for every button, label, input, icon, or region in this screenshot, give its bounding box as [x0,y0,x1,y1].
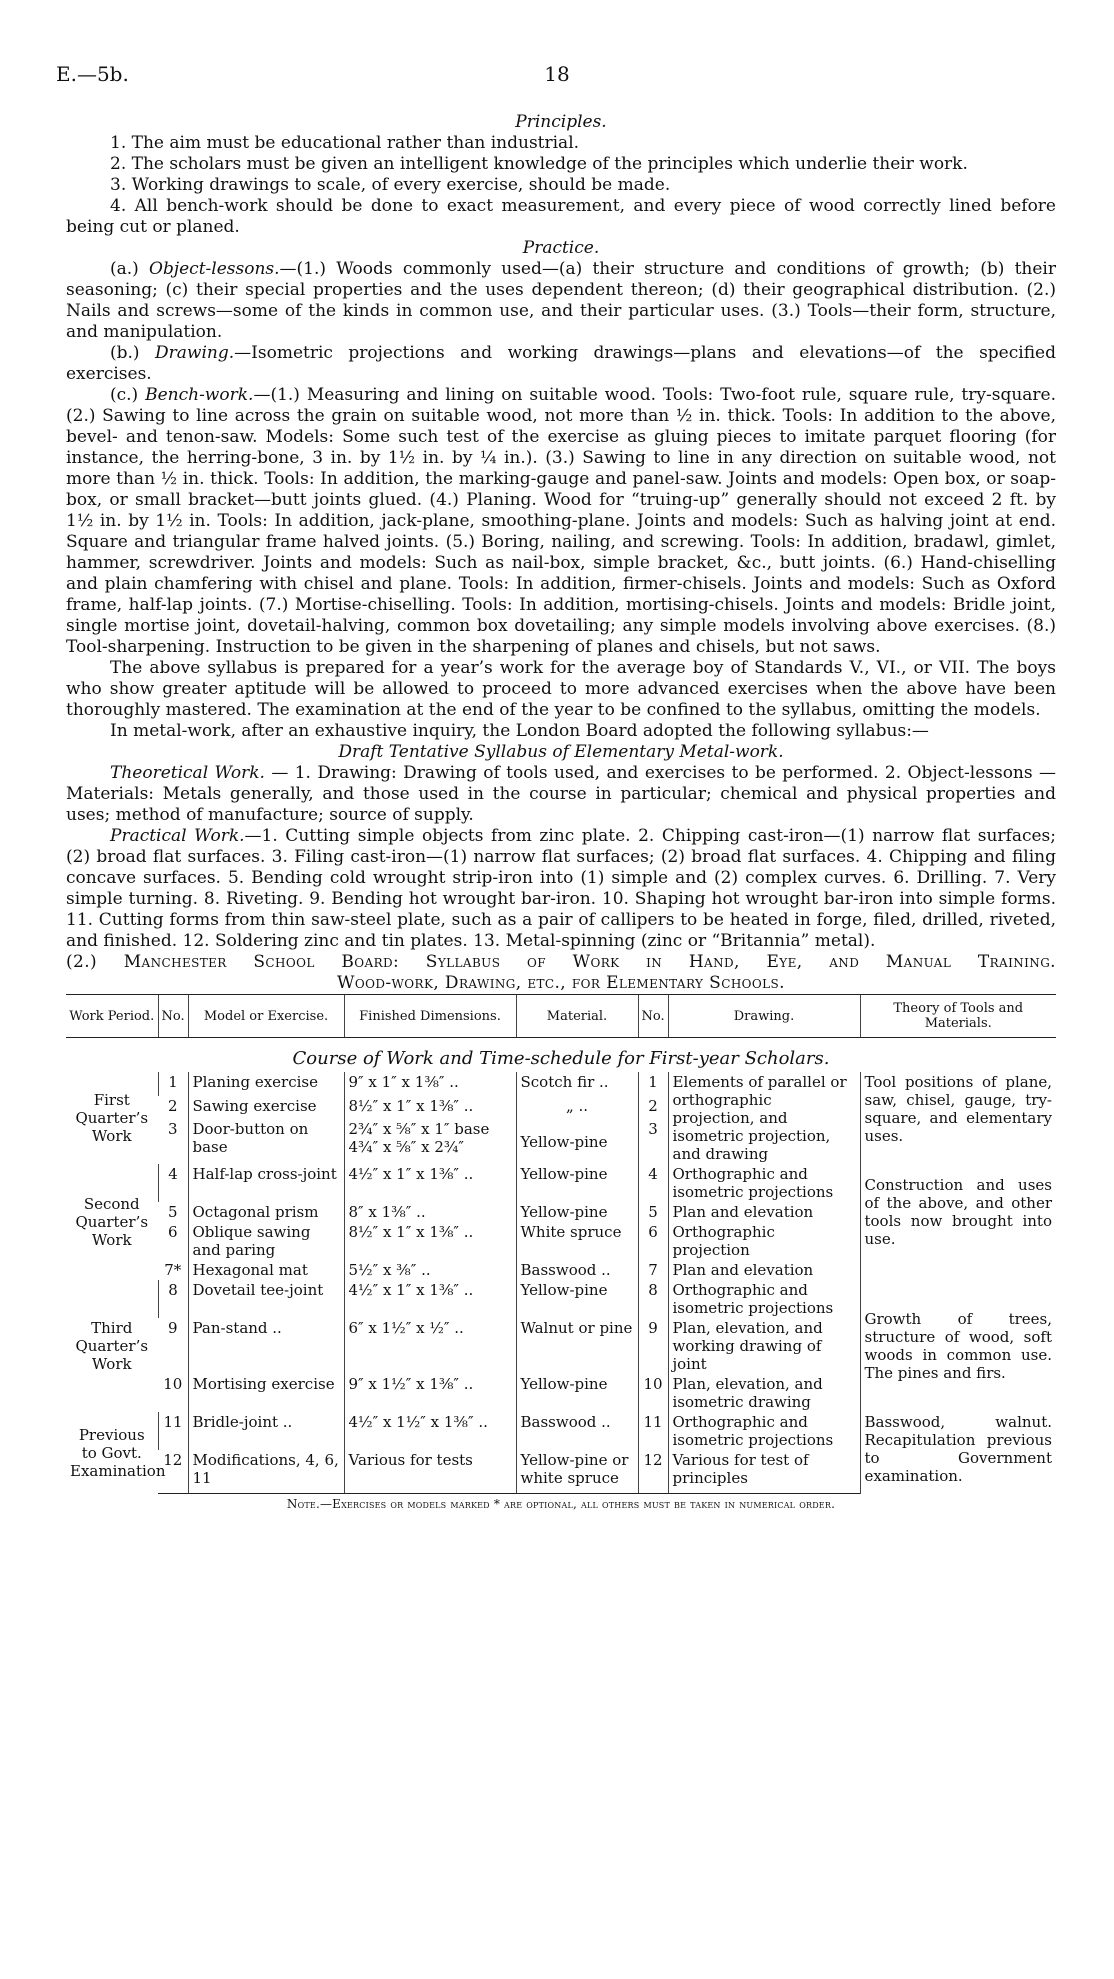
theory-description: Growth of trees, structure of wood, soft woods in common use. The pines and firs. [860,1280,1056,1412]
model-name: Octagonal prism [188,1202,344,1222]
drawing-description: Orthographic and isometric projections [668,1164,860,1202]
theoretical-work-text: — 1. Drawing: Drawing of tools used, and exercises to be performed. 2. Object-lessons — Materials: Metals generally, and those used in the course in particular; chemical and physical properties and uses; method of manufacture; source of supply. [66,763,1056,825]
dimensions: 6″ x 1½″ x ½″ .. [344,1318,516,1374]
object-lessons-text: —(1.) Woods commonly used—(a) their structure and conditions of growth; (b) their seasoning; (c) their special properties and the uses dependent thereon; (d) their geographical distribution. (2.) Nails and screws—some of the kinds in common use, and their particular uses. (3.) Tools—their form, structure, and manipulation. [66,259,1056,342]
table-row [66,1260,1056,1280]
exercise-number: 11 [158,1412,188,1450]
material: Yellow-pine or white spruce [516,1450,638,1494]
course-title: Course of Work and Time-schedule for First-year Scholars. [292,1048,830,1069]
course-title-row [66,1038,1056,1073]
dimensions: 8½″ x 1″ x 1⅜″ .. [344,1096,516,1120]
exercise-number: 6 [167,1223,178,1241]
column-header: Material. [516,995,638,1038]
model-name: Planing exercise [188,1072,344,1096]
work-period: Third Quarter’s Work [75,1319,149,1373]
theory-description [860,1260,1056,1280]
bench-work-title: Bench-work. [145,385,254,405]
section-label: (b.) [110,343,156,363]
dimensions: 4½″ x 1″ x 1⅜″ .. [344,1280,516,1318]
dimensions: 9″ x 1½″ x 1⅜″ .. [344,1374,516,1412]
work-period: First Quarter’s Work [75,1091,149,1145]
drawing-description: Elements of parallel or orthographic projection, and isometric projection, and drawing [668,1072,860,1164]
exercise-number: 1 [158,1072,188,1096]
column-header: Model or Exercise. [188,995,344,1038]
report-reference: E.—5b. [56,62,129,86]
theoretical-work-paragraph [66,763,1056,826]
exercise-number: 5 [167,1203,178,1221]
exercise-number: 9 [167,1319,178,1337]
table-row [66,1280,1056,1318]
drawing-description: Orthographic and isometric projections [668,1412,860,1450]
drawing-description: Orthographic projection [668,1222,860,1260]
exercise-number: 10 [163,1375,183,1393]
drawing-number: 1 [638,1072,668,1096]
theory-description: Tool positions of plane, saw, chisel, gauge, try-square, and elementary uses. [860,1072,1056,1164]
page-body [66,112,1056,1515]
metal-syllabus-heading: Draft Tentative Syllabus of Elementary Metal-work. [338,742,784,762]
drawing-number: 8 [638,1280,668,1318]
model-name: Sawing exercise [188,1096,344,1120]
drawing-description: Plan, elevation, and isometric drawing [668,1374,860,1412]
model-name: Pan-stand .. [188,1318,344,1374]
column-header: Drawing. [668,995,860,1038]
bench-work-text: —(1.) Measuring and lining on suitable wood. Tools: Two-foot rule, square rule, try-square. (2.) Sawing to line across the grain on suitable wood, not more than ½ in. thick. Tools: In addition to the above, bevel- and tenon-saw. Models: Some such test of the exercise as gluing pieces to imitate parquet flooring (for instance, the herring-bone, 3 in. by 1½ in. by ¼ in.). (3.) Sawing to line in any direction on suitable wood, not more than ½ in. thick. Tools: In addition, the marking-gauge and panel-saw. Joints and models: Open box, or soap-box, or small bracket—butt joints glued. (4.) Planing. Wood for “truing-up” generally should not exceed 2 ft. by 1½ in. by 1½ in. Tools: In addition, jack-plane, smoothing-plane. Joints and models: Such as halving joint at end. Square and triangular frame halved joints. (5.) Boring, nailing, and screwing. Tools: In addition, bradawl, gimlet, hammer, screwdriver. Joints and models: Such as nail-box, simple bracket, &c., butt joints. (6.) Hand-chiselling and plain chamfering with chisel and plane. Tools: In addition, firmer-chisels. Joints and models: Such as Oxford frame, half-lap joints. (7.) Mortise-chiselling. Tools: In addition, mortising-chisels. Joints and models: Bridle joint, single mortise joint, dovetail-halving, common box dovetailing; any simple models involving above exercises. (8.) Tool-sharpening. Instruction to be given in the sharpening of planes and chisels, but not saws. [66,385,1057,657]
page-header [56,62,1058,92]
theoretical-work-title: Theoretical Work. [110,763,265,783]
exercise-number: 7* [164,1261,182,1279]
syllabus-note-paragraph: The above syllabus is prepared for a year’s work for the average boy of Standards V., VI., or VII. The boys who show greater aptitude will be allowed to proceed to more advanced exercises when the above have been thoroughly mastered. The examination at the end of the year to be confined to the syllabus, omitting the models. [66,658,1056,720]
material: Walnut or pine [516,1318,638,1374]
exercise-number: 3 [167,1120,178,1139]
practical-work-paragraph [66,826,1056,952]
drawing-description: Orthographic and isometric projections [668,1280,860,1318]
dimensions: 2¾″ x ⅝″ x 1″ base 4¾″ x ⅝″ x 2¾″ [344,1119,516,1164]
practice-heading: Practice. [522,238,600,258]
principles-heading: Principles. [515,112,607,132]
material: Yellow-pine [516,1280,638,1318]
metal-intro-paragraph: In metal-work, after an exhaustive inquiry, the London Board adopted the following syllabus:— [110,721,929,741]
model-name: Bridle-joint .. [188,1412,344,1450]
theory-description: Construction and uses of the above, and other tools now brought into use. [860,1164,1056,1260]
material: Basswood .. [516,1260,638,1280]
page-number: 18 [544,62,570,86]
drawing-paragraph [66,343,1056,385]
principle-item: 3. Working drawings to scale, of every exercise, should be made. [110,175,671,195]
drawing-number: 4 [638,1164,668,1202]
drawing-title: Drawing. [155,343,235,363]
theory-description: Basswood, walnut. Recapitulation previous to Government examination. [860,1412,1056,1494]
material: Yellow-pine [516,1374,638,1412]
principle-item: 1. The aim must be educational rather than industrial. [110,133,580,153]
drawing-number: 6 [638,1222,668,1260]
model-name: Hexagonal mat [188,1260,344,1280]
drawing-text: —Isometric projections and working drawings—plans and elevations—of the specified exercises. [66,343,1056,384]
bench-work-paragraph [66,385,1056,658]
work-period: Second Quarter’s Work [75,1195,149,1249]
exercise-number: 8 [158,1280,188,1318]
model-name: Half-lap cross-joint [188,1164,344,1202]
object-lessons-title: Object-lessons. [149,259,280,279]
drawing-number: 9 [638,1318,668,1374]
section-label: (c.) [110,385,146,405]
exercise-number: 4 [158,1164,188,1202]
schedule-table [66,994,1056,1494]
drawing-description: Plan, elevation, and working drawing of joint [668,1318,860,1374]
dimensions: 5½″ x ⅜″ .. [344,1260,516,1280]
object-lessons-paragraph [66,259,1056,343]
drawing-description: Plan and elevation [668,1260,860,1280]
dimensions: 8″ x 1⅜″ .. [344,1202,516,1222]
principle-item: 2. The scholars must be given an intelligent knowledge of the principles which underlie their work. [110,154,968,174]
dimensions: 8½″ x 1″ x 1⅜″ .. [344,1222,516,1260]
column-header: Finished Dimensions. [344,995,516,1038]
material: Yellow-pine [516,1164,638,1202]
section-label: (a.) [110,259,150,279]
exercise-number: 12 [158,1450,188,1494]
drawing-number: 5 [638,1202,668,1222]
drawing-number: 11 [638,1412,668,1450]
dimensions: Various for tests [344,1450,516,1494]
table-header-row [66,995,1056,1038]
material: Basswood .. [516,1412,638,1450]
drawing-number: 7 [638,1260,668,1280]
table-row [66,1072,1056,1096]
principle-item: 4. All bench-work should be done to exact measurement, and every piece of wood correctly lined before being cut or planed. [66,196,1056,237]
work-period: Previous to Govt. Examination [70,1425,166,1480]
table-row [66,1164,1056,1202]
model-name: Modifications, 4, 6, 11 [188,1450,344,1494]
practical-work-text: —1. Cutting simple objects from zinc plate. 2. Chipping cast-iron—(1) narrow flat surfaces; (2) broad flat surfaces. 3. Filing cast-iron—(1) narrow flat surfaces; (2) broad flat surfaces. 4. Chipping and filing concave surfaces. 5. Bending cold wrought strip-iron into (1) simple and (2) complex curves. 6. Drilling. 7. Very simple turning. 8. Riveting. 9. Bending hot wrought bar-iron. 10. Shaping hot wrought bar-iron into simple forms. 11. Cutting forms from thin saw-steel plate, such as a pair of callipers to be heated in forge, filed, drilled, riveted, and finished. 12. Soldering zinc and tin plates. 13. Metal-spinning (zinc or “Britannia” metal). [66,826,1056,951]
drawing-description: Various for test of principles [668,1450,860,1494]
table-row [66,1412,1056,1450]
model-name: Dovetail tee-joint [188,1280,344,1318]
drawing-number: 2 [638,1096,668,1120]
material: Scotch fir .. [516,1072,638,1096]
dimensions: 4½″ x 1″ x 1⅜″ .. [344,1164,516,1202]
practical-work-title: Practical Work. [110,826,245,846]
exercise-number: 2 [167,1096,178,1115]
material: „ .. [516,1096,638,1120]
manchester-heading: (2.) Manchester School Board: Syllabus of Work in Hand, Eye, and Manual Training. [66,952,1056,972]
dimensions: 9″ x 1″ x 1⅜″ .. [344,1072,516,1096]
column-header: Theory of Tools and Materials. [860,995,1056,1038]
table-footnote: Note.—Exercises or models marked * are optional, all others must be taken in numerical order. [286,1497,836,1511]
drawing-number: 3 [638,1119,668,1164]
drawing-number: 12 [638,1450,668,1494]
model-name: Oblique sawing and paring [188,1222,344,1260]
column-header: Work Period. [66,995,158,1038]
drawing-number: 10 [638,1374,668,1412]
material: Yellow-pine [516,1202,638,1222]
drawing-description: Plan and elevation [668,1202,860,1222]
woodwork-subheading: Wood-work, Drawing, etc., for Elementary Schools. [337,973,785,993]
model-name: Mortising exercise [188,1374,344,1412]
column-header: No. [638,995,668,1038]
material: White spruce [516,1222,638,1260]
column-header: No. [158,995,188,1038]
model-name: Door-button on base [188,1119,344,1164]
material: Yellow-pine [516,1119,638,1164]
dimensions: 4½″ x 1½″ x 1⅜″ .. [344,1412,516,1450]
